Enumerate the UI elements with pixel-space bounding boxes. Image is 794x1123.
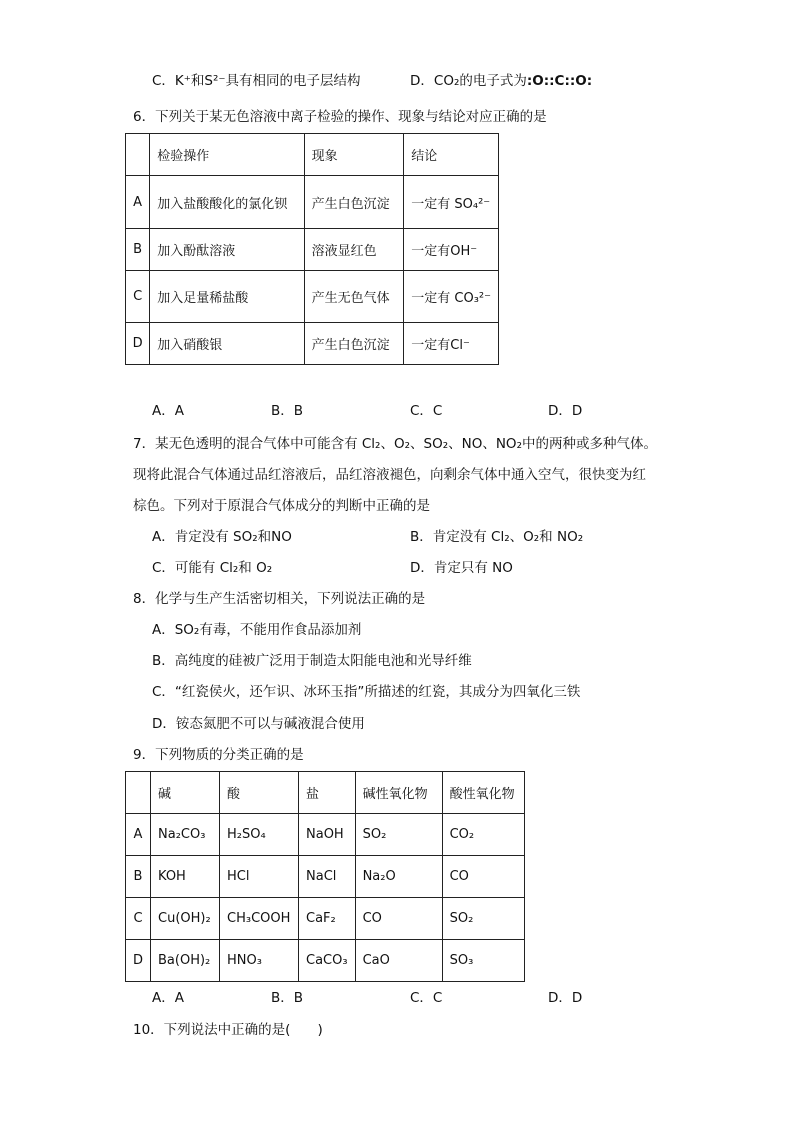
- q9-option-c: C．C: [410, 990, 443, 1006]
- table-cell: 产生白色沉淀: [304, 176, 404, 229]
- q9-option-b: B．B: [271, 990, 304, 1006]
- q8-option-a: A．SO₂有毒，不能用作食品添加剂: [152, 622, 362, 638]
- q9-header-base: 碱: [151, 772, 220, 814]
- q8-option-c: C．“红瓷侯火，还乍识、冰环玉指”所描述的红瓷，其成分为四氧化三铁: [152, 684, 581, 700]
- table-cell: 加入足量稀盐酸: [150, 271, 304, 323]
- q9-header-acidic-oxide: 酸性氧化物: [442, 772, 524, 814]
- table-cell: 加入盐酸酸化的氯化钡: [150, 176, 304, 229]
- q6-option-a: A．A: [152, 403, 184, 419]
- q6-option-b: B．B: [271, 403, 304, 419]
- row-label: C: [126, 898, 151, 940]
- table-cell: SO₃: [442, 940, 524, 982]
- q6-header-concl: 结论: [404, 134, 499, 176]
- table-cell: 产生无色气体: [304, 271, 404, 323]
- q7-option-b: B．肯定没有 Cl₂、O₂和 NO₂: [410, 529, 584, 545]
- q5-option-d-text: D．CO₂的电子式为: [410, 73, 527, 89]
- table-row: [126, 323, 499, 365]
- q5-option-d: [410, 71, 592, 91]
- table-cell: NaCl: [299, 856, 356, 898]
- table-cell: Na₂CO₃: [151, 814, 220, 856]
- q6-header-blank: [126, 134, 150, 176]
- q6-option-c: C．C: [410, 403, 443, 419]
- row-label: C: [126, 271, 150, 323]
- table-cell: H₂SO₄: [220, 814, 299, 856]
- q9-stem: 9．下列物质的分类正确的是: [133, 747, 304, 763]
- table-cell: NaOH: [299, 814, 356, 856]
- q5-option-c: C．K⁺和S²⁻具有相同的电子层结构: [152, 73, 361, 89]
- table-row: [126, 940, 525, 982]
- q7-stem-line2: 现将此混合气体通过品红溶液后，品红溶液褪色，向剩余气体中通入空气，很快变为红: [133, 467, 646, 483]
- row-label: A: [126, 814, 151, 856]
- q9-header-acid: 酸: [220, 772, 299, 814]
- q7-option-c: C．可能有 Cl₂和 O₂: [152, 560, 273, 576]
- q10-stem: 10．下列说法中正确的是( ): [133, 1022, 323, 1038]
- row-label: D: [126, 940, 151, 982]
- table-cell: HNO₃: [220, 940, 299, 982]
- q6-header-phen: 现象: [304, 134, 404, 176]
- table-cell: 一定有 SO₄²⁻: [404, 176, 499, 229]
- q7-stem-line1: 7．某无色透明的混合气体中可能含有 Cl₂、O₂、SO₂、NO、NO₂中的两种或多种气体。: [133, 436, 657, 452]
- table-cell: SO₂: [442, 898, 524, 940]
- row-label: A: [126, 176, 150, 229]
- q9-header-blank: [126, 772, 151, 814]
- row-label: B: [126, 856, 151, 898]
- row-label: D: [126, 323, 150, 365]
- table-cell: 一定有Cl⁻: [404, 323, 499, 365]
- row-label: B: [126, 229, 150, 271]
- q9-header-row: [126, 772, 525, 814]
- q9-header-salt: 盐: [299, 772, 356, 814]
- q8-option-d: D．铵态氮肥不可以与碱液混合使用: [152, 716, 365, 732]
- q6-stem: 6．下列关于某无色溶液中离子检验的操作、现象与结论对应正确的是: [133, 109, 547, 125]
- table-cell: 加入硝酸银: [150, 323, 304, 365]
- table-cell: SO₂: [355, 814, 442, 856]
- table-cell: KOH: [151, 856, 220, 898]
- table-cell: Cu(OH)₂: [151, 898, 220, 940]
- q9-header-basic-oxide: 碱性氧化物: [355, 772, 442, 814]
- q6-header-op: 检验操作: [150, 134, 304, 176]
- table-cell: CaCO₃: [299, 940, 356, 982]
- table-cell: CO₂: [442, 814, 524, 856]
- table-row: [126, 176, 499, 229]
- table-cell: 加入酚酞溶液: [150, 229, 304, 271]
- q7-option-d: D．肯定只有 NO: [410, 560, 513, 576]
- q6-option-d: D．D: [548, 403, 583, 419]
- table-row: [126, 229, 499, 271]
- table-row: [126, 898, 525, 940]
- table-cell: 产生白色沉淀: [304, 323, 404, 365]
- table-cell: CaO: [355, 940, 442, 982]
- q7-option-a: A．肯定没有 SO₂和NO: [152, 529, 292, 545]
- table-cell: 溶液显红色: [304, 229, 404, 271]
- table-cell: CO: [442, 856, 524, 898]
- q9-table: [125, 771, 525, 982]
- q8-option-b: B．高纯度的硅被广泛用于制造太阳能电池和光导纤维: [152, 653, 472, 669]
- table-cell: CaF₂: [299, 898, 356, 940]
- table-cell: CO: [355, 898, 442, 940]
- q6-header-row: [126, 134, 499, 176]
- q6-table: [125, 133, 499, 365]
- table-cell: Ba(OH)₂: [151, 940, 220, 982]
- table-cell: 一定有 CO₃²⁻: [404, 271, 499, 323]
- table-cell: HCl: [220, 856, 299, 898]
- table-cell: 一定有OH⁻: [404, 229, 499, 271]
- q8-stem: 8．化学与生产生活密切相关，下列说法正确的是: [133, 591, 426, 607]
- q9-option-a: A．A: [152, 990, 184, 1006]
- table-cell: Na₂O: [355, 856, 442, 898]
- table-row: [126, 814, 525, 856]
- q9-option-d: D．D: [548, 990, 583, 1006]
- table-cell: CH₃COOH: [220, 898, 299, 940]
- co2-electron-formula: :O::C::O:: [526, 73, 593, 89]
- table-row: [126, 271, 499, 323]
- q7-stem-line3: 棕色。下列对于原混合气体成分的判断中正确的是: [133, 498, 430, 514]
- table-row: [126, 856, 525, 898]
